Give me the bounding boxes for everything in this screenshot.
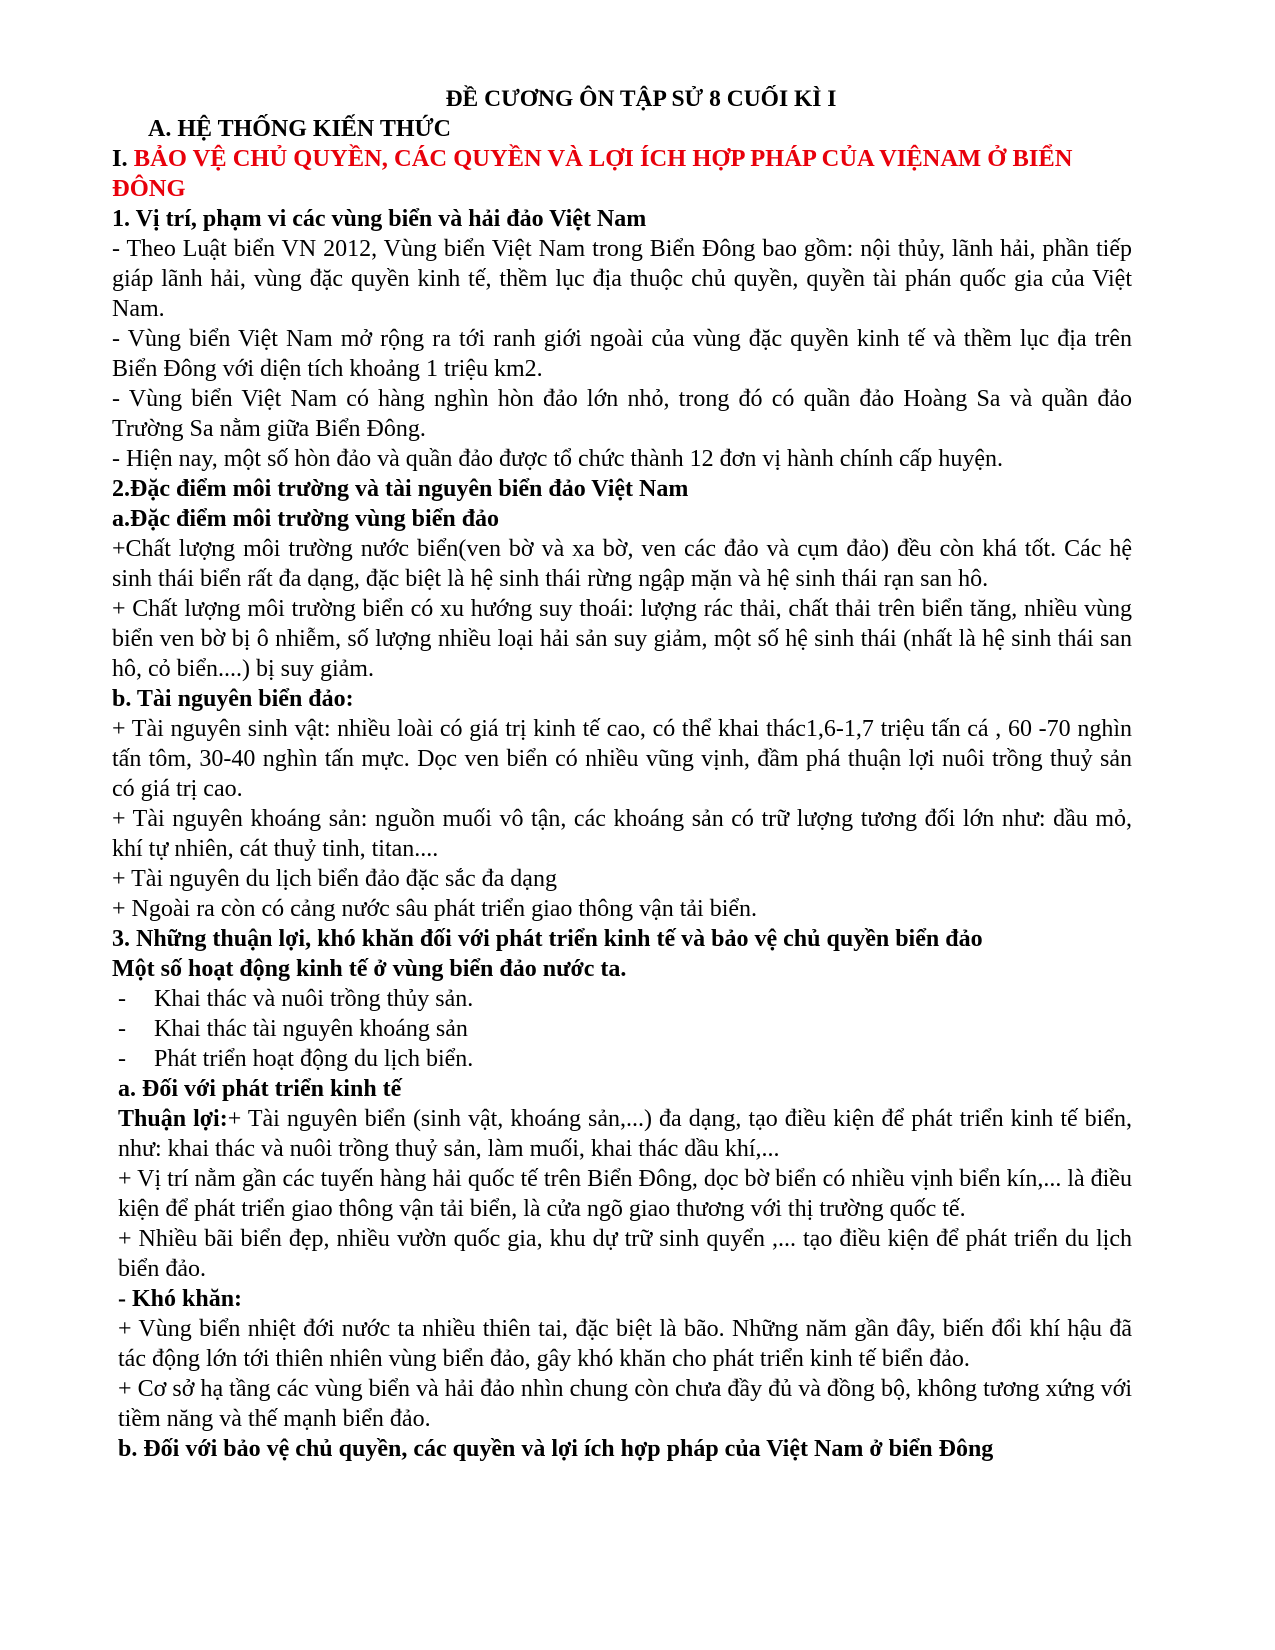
advantage-label: Thuận lợi: xyxy=(118,1106,228,1132)
s1-para-3: - Vùng biển Việt Nam có hàng nghìn hòn đảo lớn nhỏ, trong đó có quần đảo Hoàng Sa và quần đảo Trường Sa nằm giữa Biển Đông. xyxy=(112,386,1132,442)
s3-advantage-para xyxy=(112,1104,1132,1164)
s3-b-heading: b. Đối với bảo vệ chủ quyền, các quyền và lợi ích hợp pháp của Việt Nam ở biển Đông xyxy=(118,1436,994,1462)
section-a-heading: A. HỆ THỐNG KIẾN THỨC xyxy=(148,116,451,142)
list-item: - Khai thác và nuôi trồng thủy sản. xyxy=(112,984,1132,1014)
s3-difficulty-para-1: + Vùng biển nhiệt đới nước ta nhiều thiên tai, đặc biệt là bão. Những năm gần đây, biến đổi khí hậu đã tác động lớn tới thiên nhiên vùng biển đảo, gây khó khăn cho phát triển kinh tế biển đảo. xyxy=(118,1316,1132,1372)
s3-difficulty-para-2: + Cơ sở hạ tầng các vùng biển và hải đảo nhìn chung còn chưa đầy đủ và đồng bộ, không tương xứng với tiềm năng và thế mạnh biển đảo. xyxy=(118,1376,1132,1432)
list-item: - Khai thác tài nguyên khoáng sản xyxy=(112,1014,1132,1044)
s3-advantage-para-2: + Vị trí nằm gần các tuyến hàng hải quốc tế trên Biển Đông, dọc bờ biển có nhiều vịnh biển kín,... là điều kiện để phát triển giao thông vận tải biển, là cửa ngõ giao thương với thị trường quốc tế. xyxy=(118,1166,1132,1222)
s1-para-2: - Vùng biển Việt Nam mở rộng ra tới ranh giới ngoài của vùng đặc quyền kinh tế và thềm lục địa trên Biển Đông với diện tích khoảng 1 triệu km2. xyxy=(112,326,1132,382)
section-i-heading xyxy=(112,144,1132,204)
s1-para-4: - Hiện nay, một số hòn đảo và quần đảo được tổ chức thành 12 đơn vị hành chính cấp huyện. xyxy=(112,446,1003,472)
s1-para-1: - Theo Luật biển VN 2012, Vùng biển Việt Nam trong Biển Đông bao gồm: nội thủy, lãnh hải, phần tiếp giáp lãnh hải, vùng đặc quyền kinh tế, thềm lục địa thuộc chủ quyền, quyền tài phán quốc gia của Việt Nam. xyxy=(112,236,1132,322)
s2-b-para-2: + Tài nguyên khoáng sản: nguồn muối vô tận, các khoáng sản có trữ lượng tương đối lớn như: dầu mỏ, khí tự nhiên, cát thuỷ tinh, titan.... xyxy=(112,806,1132,862)
s2-b-para-3: + Tài nguyên du lịch biển đảo đặc sắc đa dạng xyxy=(112,866,557,892)
s2-a-heading: a.Đặc điểm môi trường vùng biển đảo xyxy=(112,506,500,532)
s2-b-heading: b. Tài nguyên biển đảo: xyxy=(112,686,354,712)
s2-b-para-1: + Tài nguyên sinh vật: nhiều loài có giá trị kinh tế cao, có thể khai thác1,6-1,7 triệu tấn cá , 60 -70 nghìn tấn tôm, 30-40 nghìn tấn mực. Dọc ven biển có nhiều vũng vịnh, đầm phá thuận lợi nuôi trồng thuỷ sản có giá trị cao. xyxy=(112,716,1132,802)
page-title: ĐỀ CƯƠNG ÔN TẬP SỬ 8 CUỐI KÌ I xyxy=(445,86,837,112)
s2-b-para-4: + Ngoài ra còn có cảng nước sâu phát triển giao thông vận tải biển. xyxy=(112,896,758,922)
s2-a-para-1: +Chất lượng môi trường nước biển(ven bờ và xa bờ, ven các đảo và cụm đảo) đều còn khá tốt. Các hệ sinh thái biển rất đa dạng, đặc biệt là hệ sinh thái rừng ngập mặn và hệ sinh thái rạn san hô. xyxy=(112,536,1132,592)
list-item: - Phát triển hoạt động du lịch biển. xyxy=(112,1044,1132,1074)
s1-heading: 1. Vị trí, phạm vi các vùng biển và hải đảo Việt Nam xyxy=(112,206,647,232)
section-i-number: I. xyxy=(112,145,128,172)
advantage-text: + Tài nguyên biển (sinh vật, khoáng sản,...) đa dạng, tạo điều kiện để phát triển kinh tế biển, như: khai thác và nuôi trồng thuỷ sản, làm muối, khai thác dầu khí,... xyxy=(118,1106,1132,1162)
document-page xyxy=(112,84,1132,1464)
s3-activity-list xyxy=(112,984,1132,1074)
s3-advantage-para-3: + Nhiều bãi biển đẹp, nhiều vườn quốc gia, khu dự trữ sinh quyển ,... tạo điều kiện để phát triển du lịch biển đảo. xyxy=(118,1226,1132,1282)
difficulty-label: - Khó khăn: xyxy=(118,1286,243,1312)
s3-heading: 3. Những thuận lợi, khó khăn đối với phát triển kinh tế và bảo vệ chủ quyền biển đảo xyxy=(112,926,983,952)
section-i-title: BẢO VỆ CHỦ QUYỀN, CÁC QUYỀN VÀ LỢI ÍCH HỢP PHÁP CỦA VIỆNAM Ở BIỂN ĐÔNG xyxy=(112,145,1073,202)
s3-subheading: Một số hoạt động kinh tế ở vùng biển đảo nước ta. xyxy=(112,956,627,982)
s2-a-para-2: + Chất lượng môi trường biển có xu hướng suy thoái: lượng rác thải, chất thải trên biển tăng, nhiều vùng biển ven bờ bị ô nhiễm, số lượng nhiều loại hải sản suy giảm, một số hệ sinh thái (nhất là hệ sinh thái san hô, cỏ biển....) bị suy giảm. xyxy=(112,596,1132,682)
s2-heading: 2.Đặc điểm môi trường và tài nguyên biển đảo Việt Nam xyxy=(112,476,689,502)
s3-a-heading: a. Đối với phát triển kinh tế xyxy=(118,1076,402,1102)
